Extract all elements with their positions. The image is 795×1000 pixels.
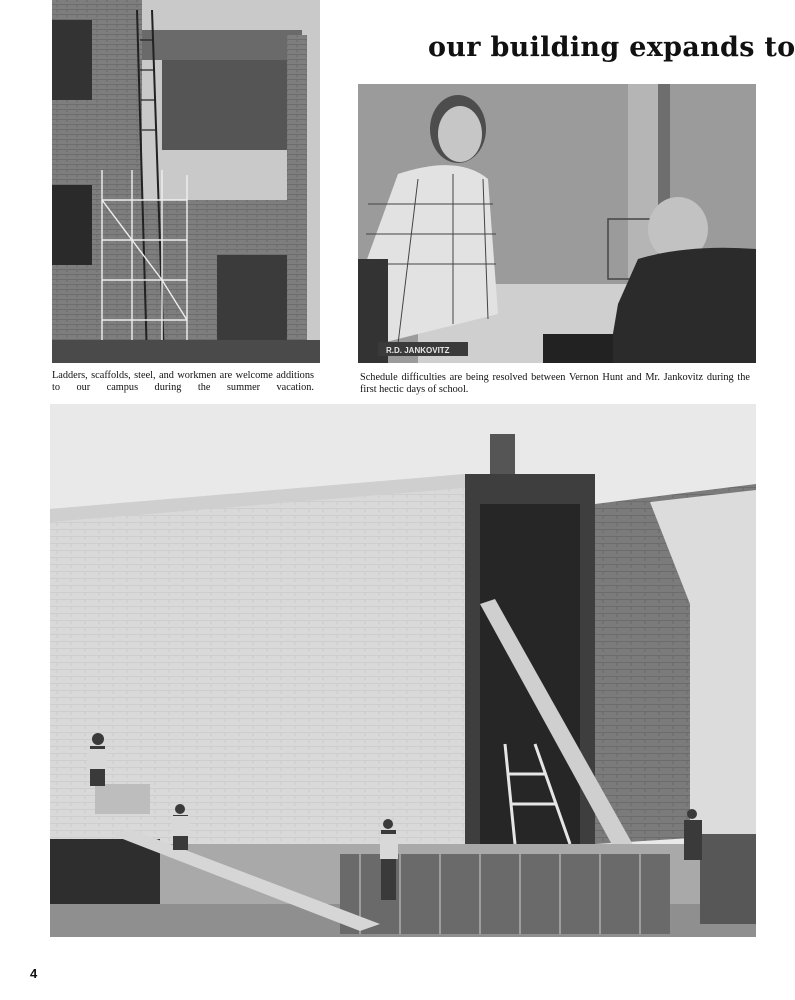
construction-ladders-caption: Ladders, scaffolds, steel, and workmen are welcome additions to our campus during the summer vacation. bbox=[52, 370, 314, 393]
nameplate-text: R.D. JANKOVITZ bbox=[386, 346, 450, 355]
schedule-meeting-caption: Schedule difficulties are being resolved between Vernon Hunt and Mr. Jankovitz during the first hectic days of school. bbox=[360, 372, 750, 395]
page-headline: our building expands to bbox=[428, 32, 795, 63]
construction-ladders-photo bbox=[52, 0, 320, 363]
page-number: 4 bbox=[30, 966, 38, 981]
building-exterior-photo bbox=[50, 404, 756, 937]
schedule-meeting-photo bbox=[358, 84, 756, 363]
